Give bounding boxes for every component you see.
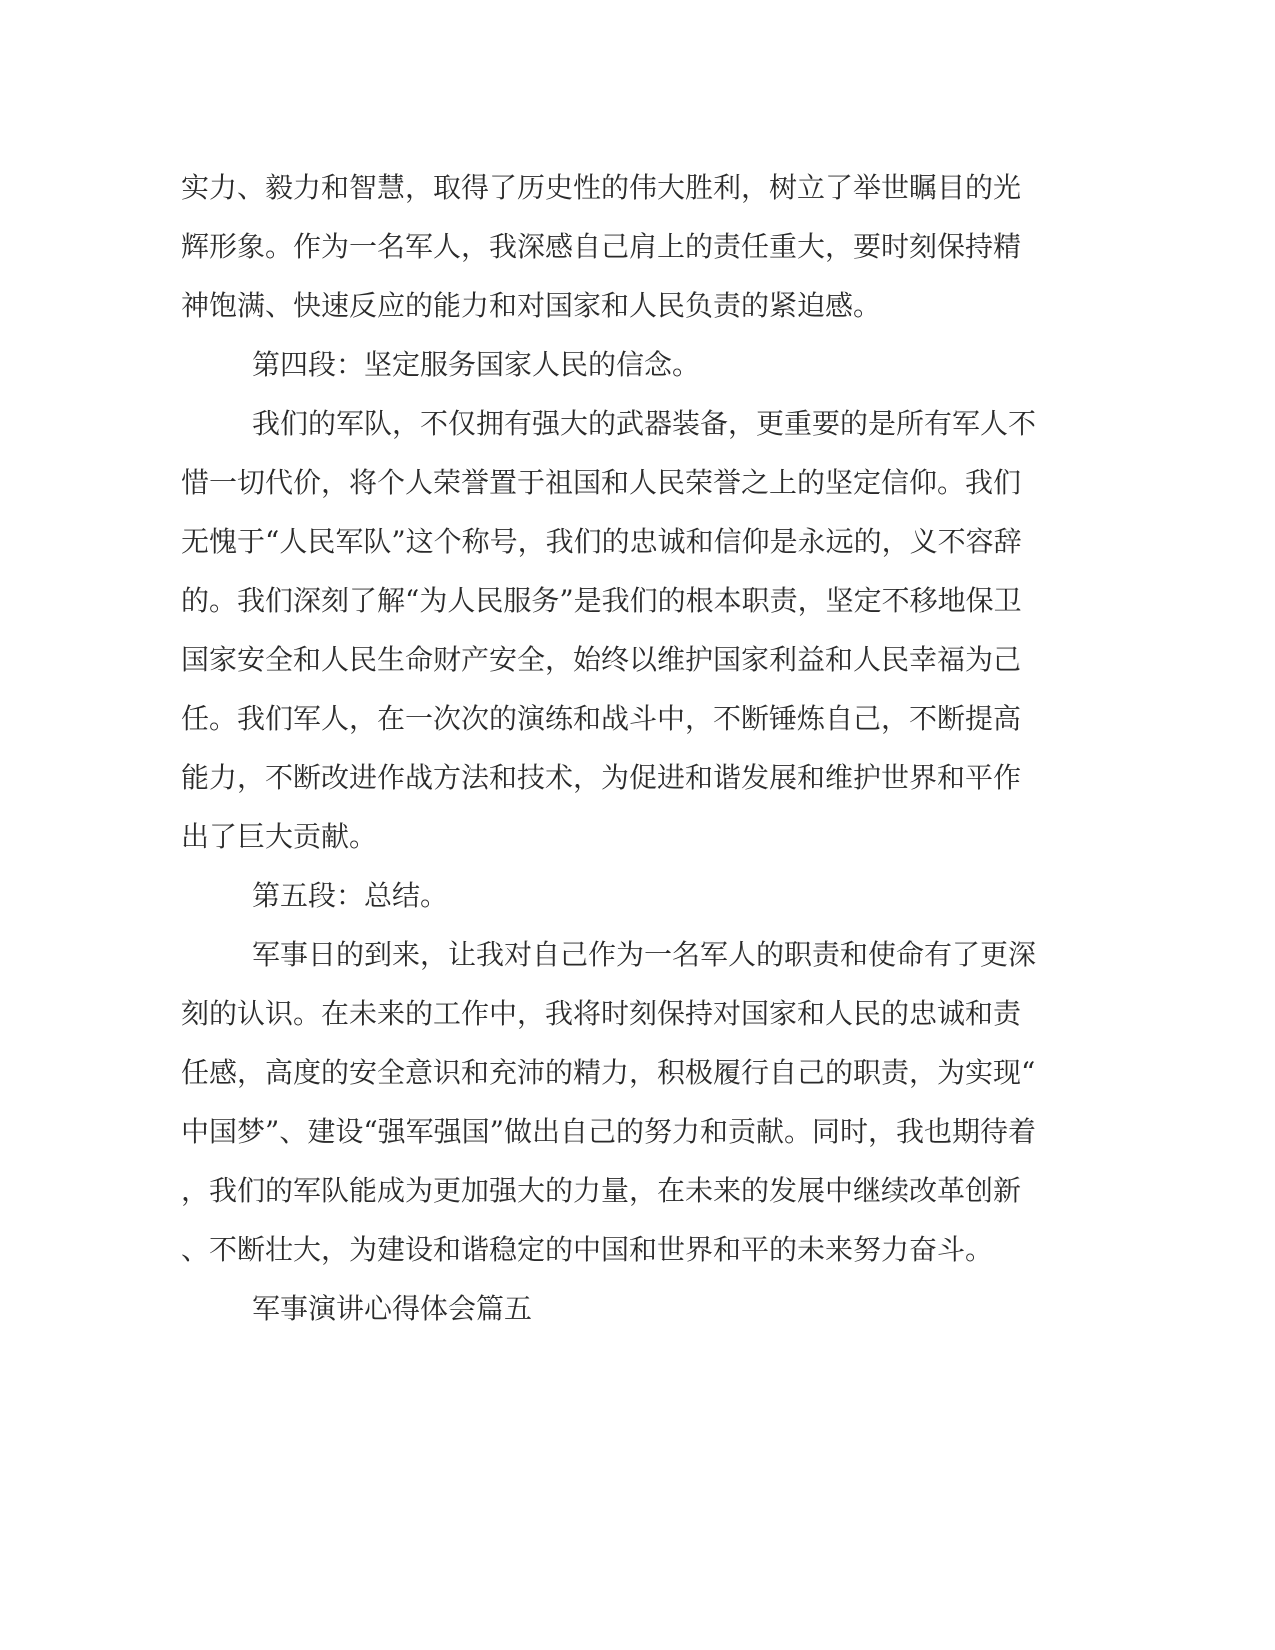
section-heading-5: 第五段：总结。 — [252, 879, 449, 912]
text-line: 我们的军队，不仅拥有强大的武器装备，更重要的是所有军人不 — [252, 407, 1037, 440]
text-line: 任。我们军人，在一次次的演练和战斗中，不断锤炼自己，不断提高 — [181, 702, 1022, 735]
text-line: 辉形象。作为一名军人，我深感自己肩上的责任重大，要时刻保持精 — [181, 230, 1022, 263]
text-line: 任感，高度的安全意识和充沛的精力，积极履行自己的职责，为实现“ — [181, 1056, 1036, 1089]
text-line: 的。我们深刻了解“为人民服务”是我们的根本职责，坚定不移地保卫 — [181, 584, 1022, 617]
document-body — [181, 158, 1041, 1338]
text-line: 惜一切代价，将个人荣誉置于祖国和人民荣誉之上的坚定信仰。我们 — [181, 466, 1022, 499]
text-line: 出了巨大贡献。 — [181, 820, 378, 853]
text-line: 国家安全和人民生命财产安全，始终以维护国家利益和人民幸福为己 — [181, 643, 1022, 676]
text-line: 无愧于“人民军队”这个称号，我们的忠诚和信仰是永远的，义不容辞 — [181, 525, 1022, 558]
text-line: 神饱满、快速反应的能力和对国家和人民负责的紧迫感。 — [181, 289, 882, 322]
text-line: 军事日的到来，让我对自己作为一名军人的职责和使命有了更深 — [252, 938, 1037, 971]
text-line: ，我们的军队能成为更加强大的力量，在未来的发展中继续改革创新 — [181, 1174, 1022, 1207]
text-line: 实力、毅力和智慧，取得了历史性的伟大胜利，树立了举世瞩目的光 — [181, 171, 1022, 204]
section-heading-4: 第四段：坚定服务国家人民的信念。 — [252, 348, 701, 381]
text-line: 、不断壮大，为建设和谐稳定的中国和世界和平的未来努力奋斗。 — [181, 1233, 994, 1266]
text-line: 能力，不断改进作战方法和技术，为促进和谐发展和维护世界和平作 — [181, 761, 1022, 794]
text-line: 中国梦”、建设“强军强国”做出自己的努力和贡献。同时，我也期待着 — [181, 1115, 1036, 1148]
section-title: 军事演讲心得体会篇五 — [252, 1292, 533, 1325]
text-line: 刻的认识。在未来的工作中，我将时刻保持对国家和人民的忠诚和责 — [181, 997, 1022, 1030]
